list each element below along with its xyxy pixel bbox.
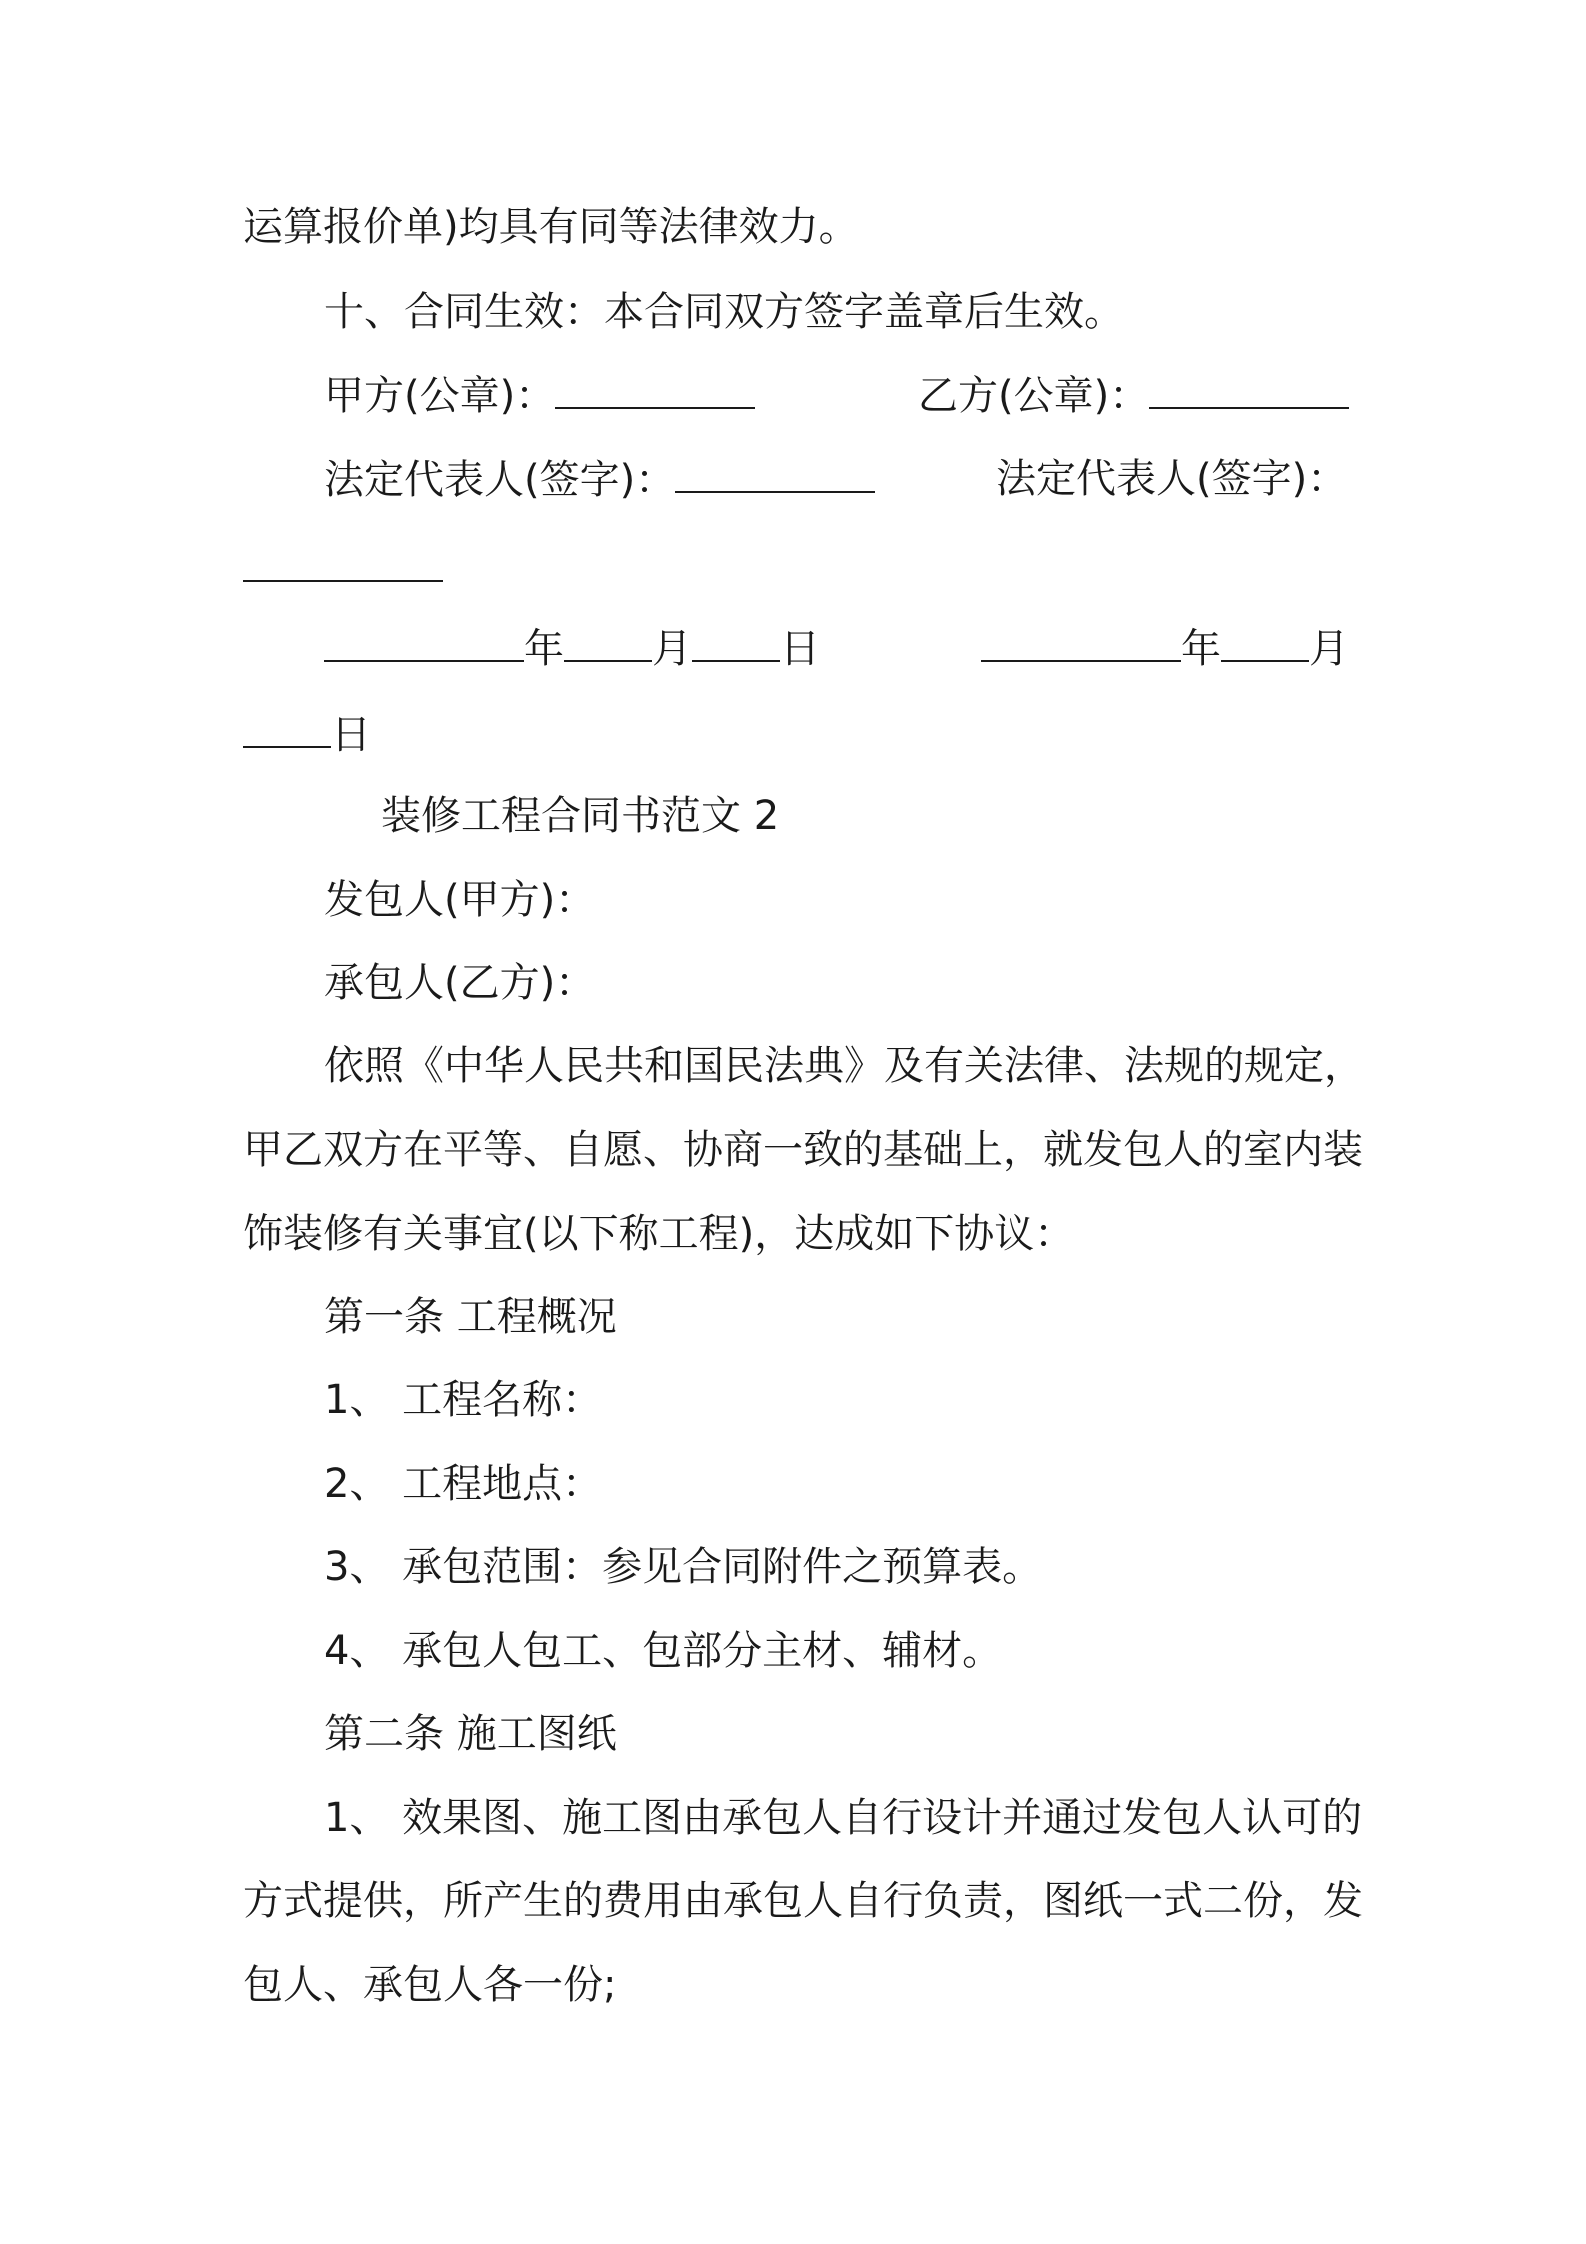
text-line: 发包人(甲方)： xyxy=(324,877,596,923)
blank-line xyxy=(675,459,875,493)
paragraph-line: 依照《中华人民共和国民法典》及有关法律、法规的规定， xyxy=(324,1043,1364,1089)
article-heading: 第二条 施工图纸 xyxy=(324,1711,617,1757)
blank-line xyxy=(243,548,443,582)
blank-line xyxy=(243,714,331,748)
party-a-date: 年 月 日 xyxy=(324,628,820,669)
party-b-date: 年 月 xyxy=(981,628,1349,669)
section-title: 装修工程合同书范文 2 xyxy=(381,793,780,839)
paragraph-line: 方式提供，所产生的费用由承包人自行负责，图纸一式二份，发 xyxy=(243,1878,1363,1924)
paragraph-line: 1、 效果图、施工图由承包人自行设计并通过发包人认可的 xyxy=(324,1795,1363,1841)
blank-line-row xyxy=(243,548,443,589)
blank-line xyxy=(324,628,524,662)
blank-line xyxy=(1221,628,1309,662)
blank-line xyxy=(564,628,652,662)
party-a-representative-label: 法定代表人(签字)： xyxy=(324,459,875,500)
text-line: 承包人(乙方)： xyxy=(324,960,596,1006)
party-b-representative-label: 法定代表人(签字)： xyxy=(996,456,1348,502)
list-item: 3、 承包范围：参见合同附件之预算表。 xyxy=(324,1544,1043,1590)
paragraph-line: 饰装修有关事宜(以下称工程)，达成如下协议： xyxy=(243,1211,1075,1257)
paragraph-line: 甲乙双方在平等、自愿、协商一致的基础上，就发包人的室内装 xyxy=(243,1127,1363,1173)
blank-line xyxy=(981,628,1181,662)
blank-line xyxy=(555,375,755,409)
party-b-seal-label: 乙方(公章)： xyxy=(918,375,1349,416)
party-b-date-day: 日 xyxy=(243,714,371,755)
blank-line xyxy=(692,628,780,662)
text-line: 运算报价单)均具有同等法律效力。 xyxy=(243,204,859,250)
article-heading: 第一条 工程概况 xyxy=(324,1294,617,1340)
list-item: 1、 工程名称： xyxy=(324,1377,603,1423)
text-line: 十、合同生效：本合同双方签字盖章后生效。 xyxy=(324,289,1124,335)
paragraph-line: 包人、承包人各一份; xyxy=(243,1962,617,2008)
party-a-seal-label: 甲方(公章)： xyxy=(324,375,755,416)
list-item: 4、 承包人包工、包部分主材、辅材。 xyxy=(324,1628,1003,1674)
list-item: 2、 工程地点： xyxy=(324,1461,603,1507)
blank-line xyxy=(1149,375,1349,409)
